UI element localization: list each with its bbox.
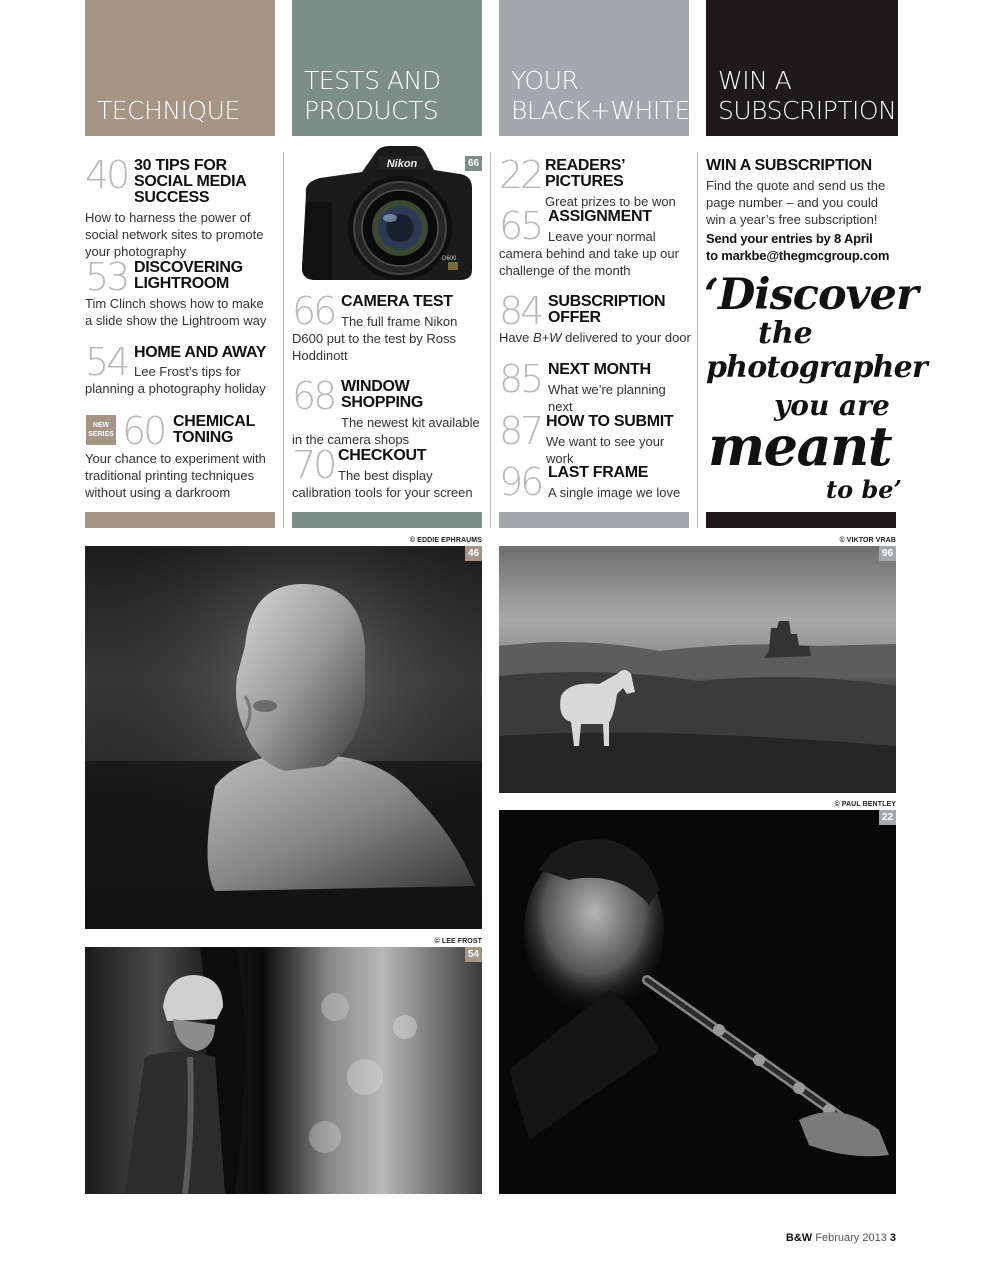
item-description: The full frame Nikon D600 put to the test by Ross Hoddinott bbox=[292, 314, 458, 363]
header-tests-line2: PRODUCTS bbox=[304, 96, 439, 125]
color-bar-tests bbox=[292, 512, 482, 528]
contents-item-checkout[interactable] bbox=[292, 443, 484, 501]
item-description: How to harness the power of social network sites to promote your photography bbox=[85, 210, 264, 259]
header-win-line1: WIN A bbox=[718, 66, 792, 95]
page-number: 53 bbox=[85, 255, 128, 299]
win-email-link[interactable]: to markbe@thegmcgroup.com bbox=[706, 248, 890, 263]
column-divider bbox=[697, 152, 698, 528]
photo-saxophone-player[interactable] bbox=[499, 810, 896, 1194]
desc-text: delivered to your door bbox=[561, 330, 691, 345]
photo-credit: © LEE FROST bbox=[434, 938, 482, 945]
item-title: READERS’ PICTURES bbox=[545, 157, 625, 190]
header-your-bw bbox=[499, 0, 689, 136]
photo-credit: © VIKTOR VRAB bbox=[839, 537, 896, 544]
item-title: CAMERA TEST bbox=[341, 293, 453, 310]
photo-man-headscarf[interactable] bbox=[85, 947, 482, 1194]
photo-horse-landscape[interactable] bbox=[499, 546, 896, 793]
quote-line-6: to be’ bbox=[826, 475, 902, 504]
item-title: LAST FRAME bbox=[548, 464, 649, 481]
page-badge: 96 bbox=[879, 546, 896, 561]
item-title: HOME AND AWAY bbox=[134, 344, 267, 361]
photo-plaster-bust[interactable] bbox=[85, 546, 482, 929]
contents-item-camera-test[interactable] bbox=[292, 289, 484, 364]
header-tests-line1: TESTS AND bbox=[304, 66, 441, 95]
page-number: 87 bbox=[499, 409, 542, 453]
win-title: WIN A SUBSCRIPTION bbox=[706, 157, 872, 174]
item-title: ASSIGNMENT bbox=[548, 208, 652, 225]
landscape-image bbox=[499, 546, 896, 793]
item-description: Lee Frost’s tips for planning a photography holiday bbox=[85, 364, 266, 396]
contents-item-how-to-submit[interactable] bbox=[499, 409, 691, 467]
footer-page-number: 3 bbox=[889, 1232, 896, 1244]
page-number: 65 bbox=[499, 204, 542, 248]
page-badge: 22 bbox=[879, 810, 896, 825]
contents-item-window-shopping[interactable] bbox=[292, 374, 484, 448]
item-title: CHECKOUT bbox=[338, 447, 427, 464]
contents-item-home-away[interactable] bbox=[85, 340, 277, 397]
column-divider bbox=[490, 152, 491, 528]
contents-item-subscription-offer[interactable] bbox=[499, 289, 691, 346]
quote-line-3: photographer bbox=[706, 350, 927, 385]
item-description: Leave your normal camera behind and take up our challenge of the month bbox=[499, 229, 679, 278]
page-badge: 46 bbox=[465, 546, 482, 561]
color-bar-bw bbox=[499, 512, 689, 528]
win-body: Find the quote and send us the page number – and you could win a year’s free subscription! bbox=[706, 178, 886, 227]
item-description: Great prizes to be won bbox=[545, 194, 676, 209]
page-number: 22 bbox=[499, 153, 542, 197]
photo-credit: © PAUL BENTLEY bbox=[834, 801, 896, 808]
new-series-badge bbox=[86, 415, 116, 445]
color-bar-win bbox=[706, 512, 896, 528]
item-title: SUBSCRIPTION OFFER bbox=[548, 293, 666, 326]
page-badge: 54 bbox=[465, 947, 482, 962]
contents-item-readers-pictures[interactable] bbox=[499, 153, 691, 210]
contents-item-lightroom[interactable] bbox=[85, 255, 277, 329]
item-title: CHEMICAL TONING bbox=[173, 413, 255, 446]
item-title: WINDOW SHOPPING bbox=[341, 378, 424, 411]
item-title: NEXT MONTH bbox=[548, 361, 651, 378]
contents-item-next-month[interactable] bbox=[499, 357, 691, 415]
page-number: 68 bbox=[292, 374, 335, 418]
headscarf-image bbox=[85, 947, 482, 1194]
item-description: Your chance to experiment with traditional printing techniques without using a darkroom bbox=[85, 451, 266, 500]
page-number: 70 bbox=[292, 443, 335, 487]
item-description: A single image we love bbox=[548, 485, 681, 500]
badge-text: NEW bbox=[92, 422, 110, 429]
item-title: HOW TO SUBMIT bbox=[546, 413, 674, 430]
quote-line-4: you are bbox=[774, 389, 890, 422]
win-deadline: Send your entries by 8 April bbox=[706, 231, 873, 246]
page-number: 85 bbox=[499, 357, 542, 401]
item-description: The newest kit available in the camera shops bbox=[292, 415, 480, 447]
camera-brand-text: Nikon bbox=[386, 158, 418, 170]
contents-item-last-frame[interactable] bbox=[499, 460, 691, 504]
quote-line-2: the bbox=[758, 316, 813, 351]
quote-line-1: ‘Discover bbox=[704, 270, 918, 320]
header-tests-products bbox=[292, 0, 482, 136]
column-divider bbox=[283, 152, 284, 528]
page-number: 54 bbox=[85, 340, 128, 384]
header-win-subscription bbox=[706, 0, 898, 136]
header-technique-label: TECHNIQUE bbox=[97, 96, 240, 125]
item-description: Tim Clinch shows how to make a slide show the Lightroom way bbox=[85, 296, 267, 328]
page-number: 96 bbox=[499, 460, 542, 504]
header-win-line2: SUBSCRIPTION bbox=[718, 96, 897, 125]
saxophone-image bbox=[499, 810, 896, 1194]
quote-line-5: meant bbox=[708, 414, 892, 478]
contents-item-chemical-toning[interactable] bbox=[85, 409, 277, 501]
item-title: DISCOVERING LIGHTROOM bbox=[134, 259, 243, 292]
desc-text: Have bbox=[499, 330, 533, 345]
camera-model-text: D600 bbox=[442, 256, 457, 262]
page-footer bbox=[700, 1232, 896, 1244]
item-description: What we’re planning next bbox=[548, 382, 666, 414]
header-technique bbox=[85, 0, 275, 136]
footer-magazine: B&W bbox=[785, 1232, 813, 1244]
page-badge: 66 bbox=[465, 156, 482, 171]
bust-image bbox=[85, 546, 482, 929]
header-bw-line1: YOUR bbox=[511, 66, 579, 95]
page-number: 66 bbox=[292, 289, 335, 333]
header-bw-line2: BLACK+WHITE bbox=[511, 96, 690, 125]
page-number: 40 bbox=[85, 153, 128, 197]
camera-product-image bbox=[292, 142, 482, 288]
contents-item-assignment[interactable] bbox=[499, 204, 691, 279]
page-number: 60 bbox=[122, 409, 165, 453]
photo-credit: © EDDIE EPHRAUMS bbox=[409, 537, 482, 544]
badge-text: SERIES bbox=[88, 431, 114, 438]
item-description: We want to see your work bbox=[546, 434, 665, 466]
contents-item-social-media[interactable] bbox=[85, 153, 277, 260]
page-number: 84 bbox=[499, 289, 542, 333]
desc-magazine-name: B+W bbox=[532, 330, 562, 345]
item-description: The best display calibration tools for your screen bbox=[292, 468, 473, 500]
color-bar-technique bbox=[85, 512, 275, 528]
footer-issue: February 2013 bbox=[815, 1232, 887, 1244]
win-subscription-block bbox=[706, 156, 902, 264]
item-title: 30 TIPS FOR SOCIAL MEDIA SUCCESS bbox=[134, 157, 246, 206]
camera-icon bbox=[292, 142, 482, 288]
